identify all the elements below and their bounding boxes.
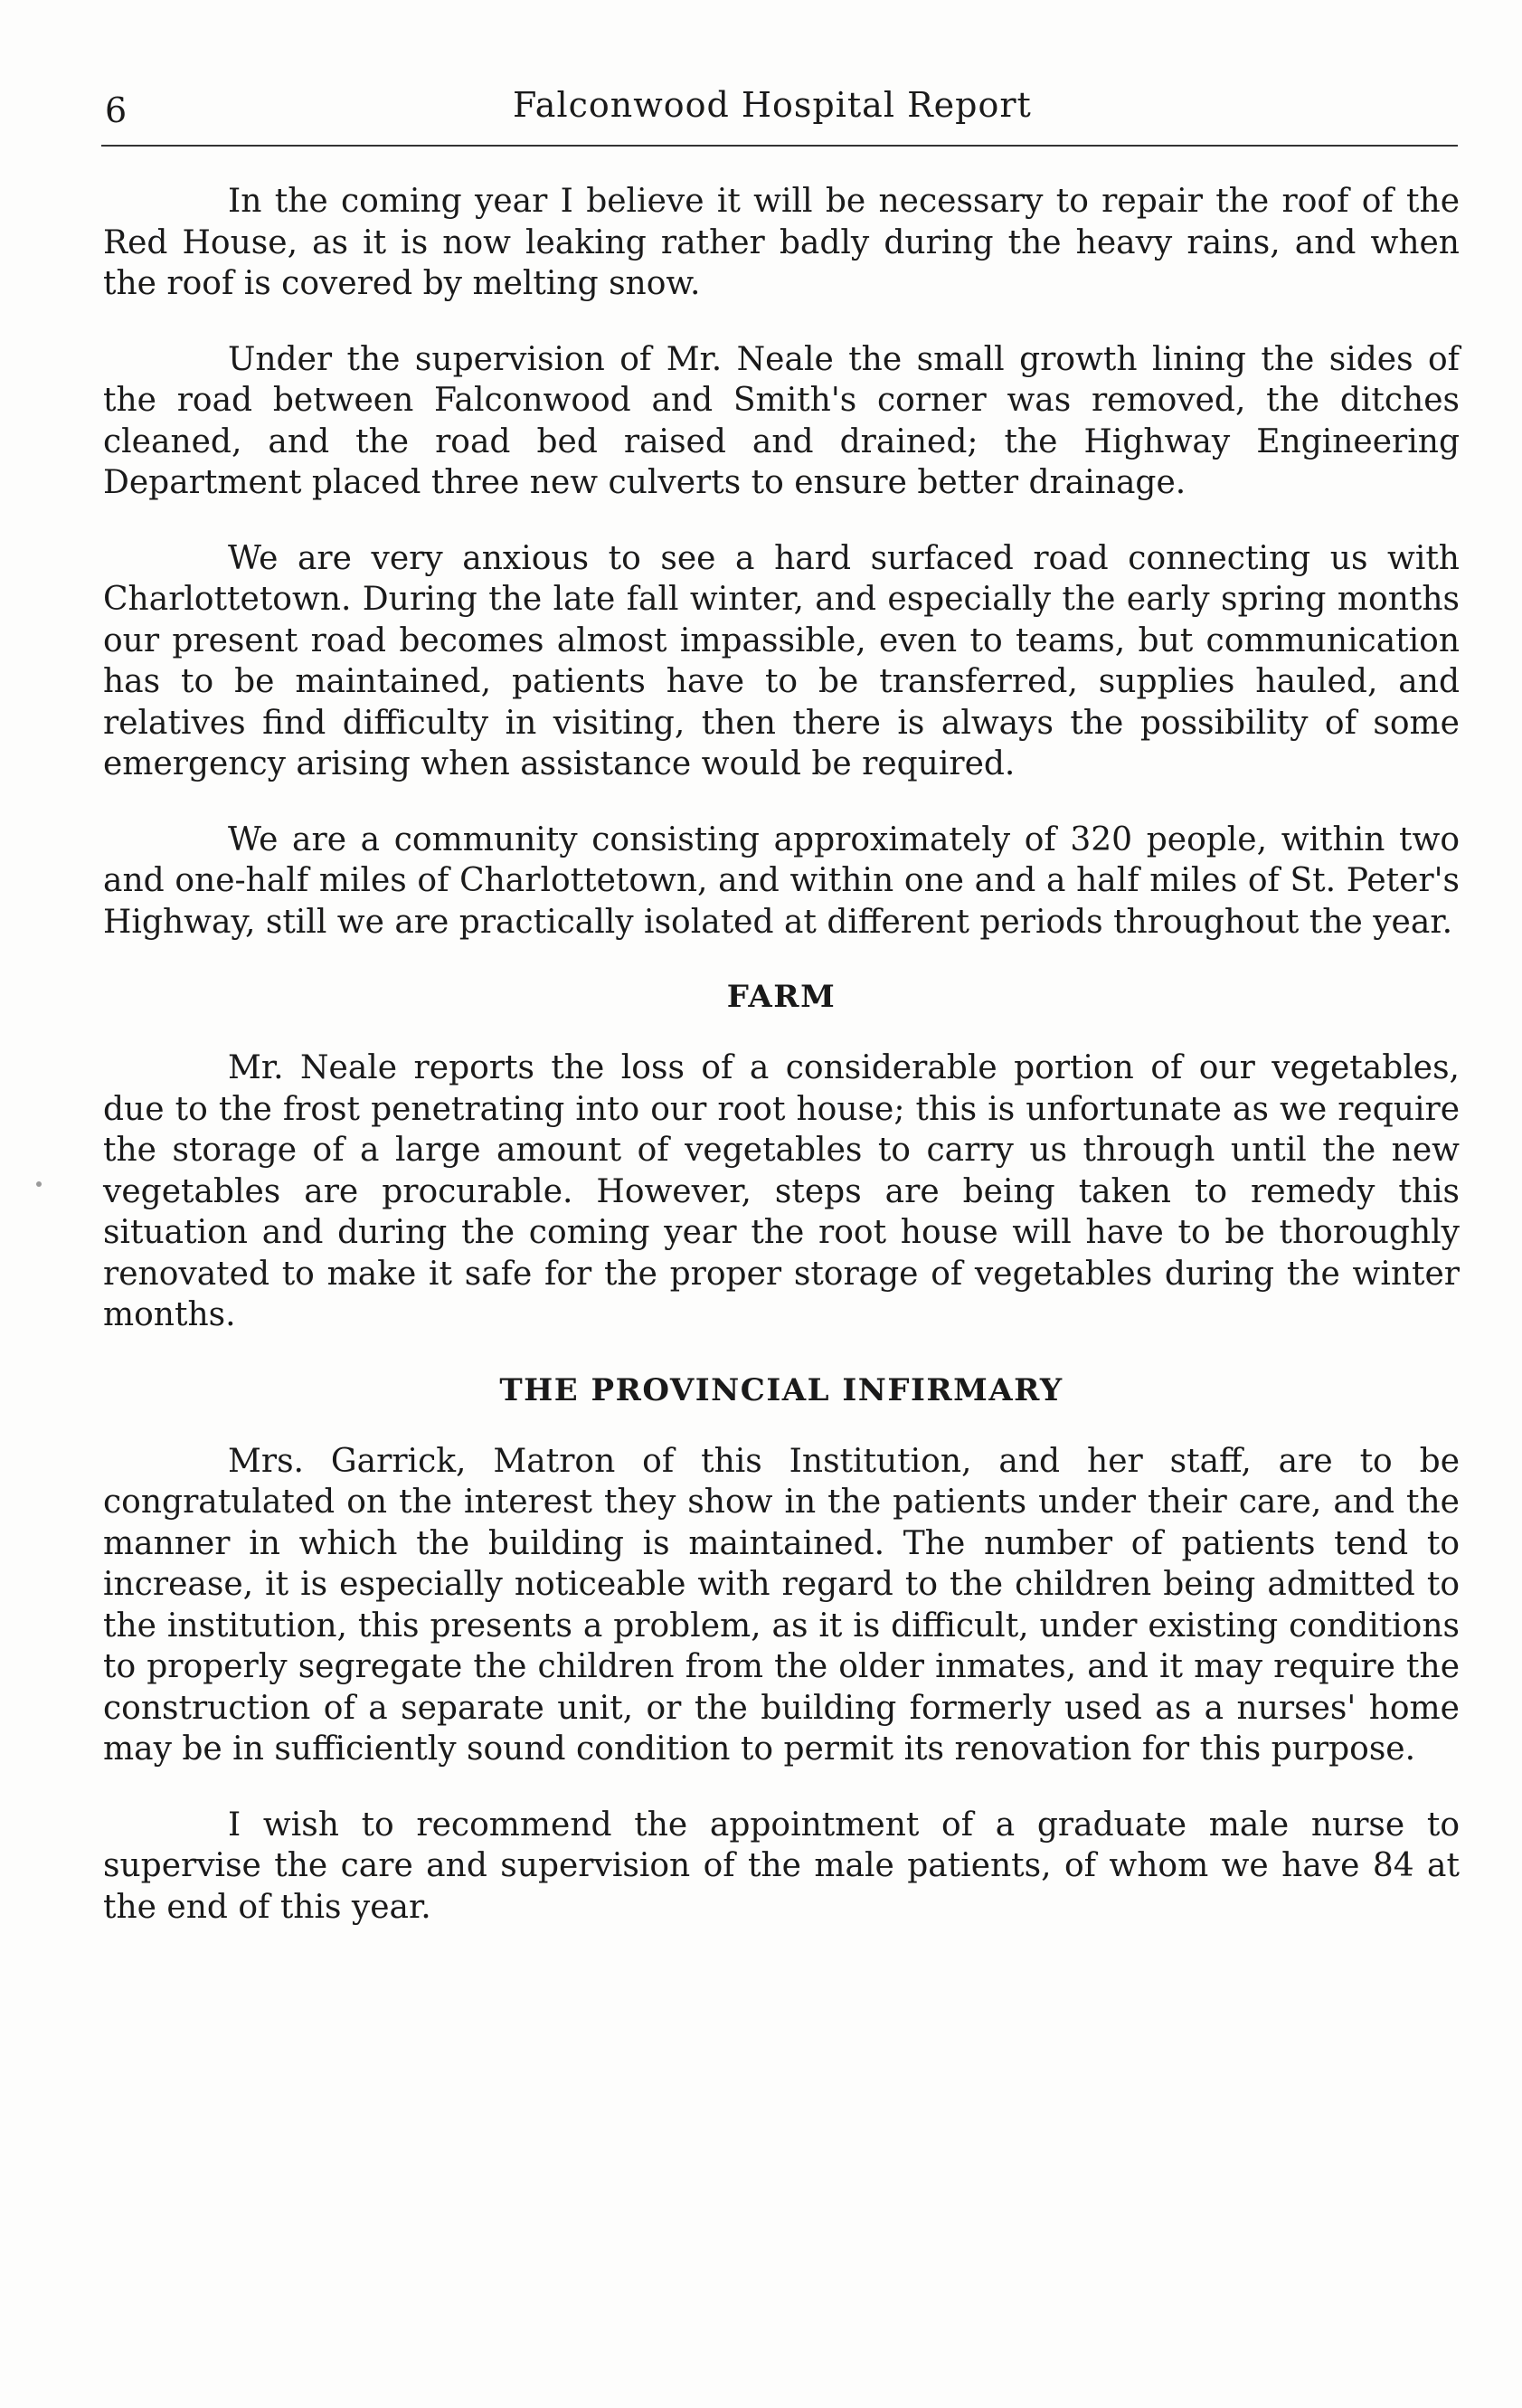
running-title: Falconwood Hospital Report: [513, 85, 1032, 125]
header-rule: [101, 145, 1458, 147]
paragraph-farm-vegetables: Mr. Neale reports the loss of a considerable portion of our vegetables, due to the frost penetrating into our root house; this is unfortunate as we require the storage of a large amount of vegetables to carry us through until the new vegetables are procurable. However, steps are being taken to remedy this situation and during the coming year the root house will have to be thoroughly renovated to make it safe for the proper storage of vegetables during the winter months.: [103, 1049, 1460, 1333]
section-heading-farm: FARM: [726, 979, 837, 1015]
body-text: [103, 181, 1460, 1962]
paragraph-red-house-roof: In the coming year I believe it will be necessary to repair the roof of the Red House, as it is now leaking rather badly during the heavy rains, and when the roof is covered by melting snow.: [103, 183, 1460, 302]
paragraph-road-supervision: Under the supervision of Mr. Neale the small growth lining the sides of the road between Falconwood and Smith's corner was removed, the ditches cleaned, and the road bed raised and drained; the Highway Engineering Department placed three new culverts to ensure better drainage.: [103, 340, 1460, 501]
section-heading-infirmary: THE PROVINCIAL INFIRMARY: [499, 1371, 1064, 1408]
page-number: 6: [105, 90, 128, 130]
scan-speck: [36, 1181, 42, 1187]
paragraph-hard-surfaced-road: We are very anxious to see a hard surfaced road connecting us with Charlottetown. During the late fall winter, and especially the early spring months our present road becomes almost impassible, even to teams, but communication has to be maintained, patients have to be transferred, supplies hauled, and relatives find difficulty in visiting, then there is always the possibility of some emergency arising when assistance would be required.: [103, 539, 1460, 782]
running-header: [101, 83, 1458, 137]
paragraph-community-isolation: We are a community consisting approximately of 320 people, within two and one-half miles of Charlottetown, and within one and a half miles of St. Peter's Highway, still we are practically isolated at different periods throughout the year.: [103, 820, 1460, 941]
paragraph-infirmary-staff: Mrs. Garrick, Matron of this Institution, and her staff, are to be congratulated on the interest they show in the patients under their care, and the manner in which the building is maintained. The number of patients tend to increase, it is especially noticeable with regard to the children being admitted to the institution, this presents a problem, as it is difficult, under existing conditions to properly segregate the children from the older inmates, and it may require the construction of a separate unit, or the building formerly used as a nurses' home may be in sufficiently sound condition to permit its renovation for this purpose.: [103, 1442, 1460, 1768]
paragraph-male-nurse: I wish to recommend the appointment of a graduate male nurse to supervise the care and supervision of the male patients, of whom we have 84 at the end of this year.: [103, 1806, 1460, 1926]
